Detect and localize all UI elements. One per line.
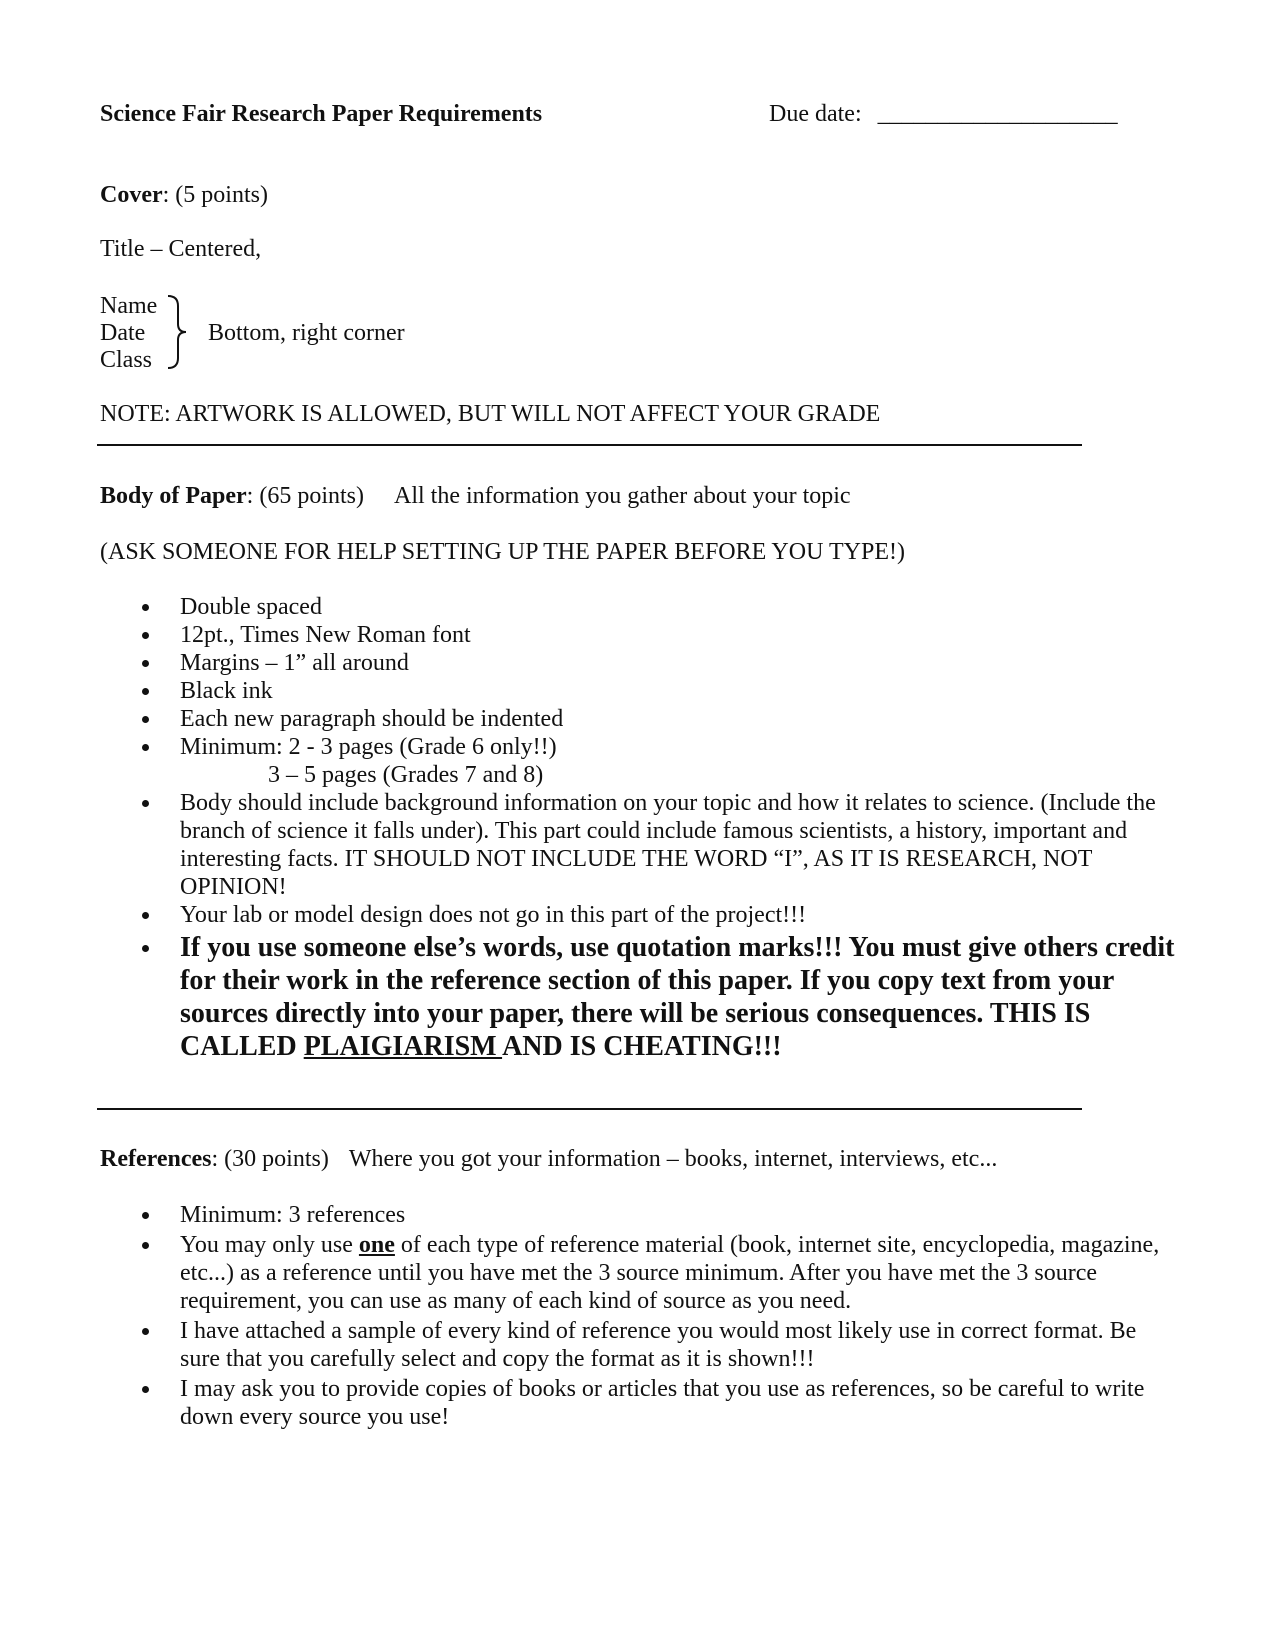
- list-item: I may ask you to provide copies of books or articles that you use as references, so be careful to write down every source you use!: [140, 1375, 1180, 1431]
- due-date: [769, 100, 1118, 128]
- bullet-icon: [142, 912, 149, 919]
- list-item: Black ink: [140, 677, 1180, 705]
- cover-name: Name: [100, 293, 158, 319]
- brace-icon: [164, 292, 194, 372]
- bullet-icon: [142, 744, 149, 751]
- bullet-icon: [142, 632, 149, 639]
- due-date-label: Due date:: [769, 101, 862, 127]
- body-heading: Body of Paper: (65 points) All the information you gather about your topic: [100, 483, 851, 509]
- bullet-icon: [142, 716, 149, 723]
- divider: [97, 444, 1082, 446]
- minimum-sub-line: 3 – 5 pages (Grades 7 and 8): [268, 762, 544, 788]
- cover-title-line: Title – Centered,: [100, 236, 262, 262]
- list-item: You may only use one of each type of reference material (book, internet site, encyclopedia, magazine, etc...) as a reference until you have met the 3 source minimum. After you have met the 3 source requirement, you can use as many of each kind of source as you need.: [140, 1231, 1180, 1315]
- list-item: I have attached a sample of every kind of reference you would most likely use in correct format. Be sure that you carefully select and copy the format as it is shown!!!: [140, 1317, 1180, 1373]
- list-item: Margins – 1” all around: [140, 649, 1180, 677]
- bullet-icon: [142, 945, 149, 952]
- bullet-icon: [142, 1328, 149, 1335]
- references-bullet-list: [140, 1201, 1180, 1431]
- cover-note: NOTE: ARTWORK IS ALLOWED, BUT WILL NOT AFFECT YOUR GRADE: [100, 401, 881, 427]
- bullet-icon: [142, 604, 149, 611]
- due-date-blank: ____________________: [877, 101, 1118, 127]
- references-desc: Where you got your information – books, internet, interviews, etc...: [348, 1146, 998, 1172]
- divider: [97, 1108, 1082, 1110]
- cover-class: Class: [100, 347, 153, 373]
- body-ask: (ASK SOMEONE FOR HELP SETTING UP THE PAPER BEFORE YOU TYPE!): [100, 539, 905, 565]
- cover-heading: Cover: (5 points): [100, 182, 268, 208]
- body-bullet-list: [140, 593, 1180, 1063]
- list-item: 12pt., Times New Roman font: [140, 621, 1180, 649]
- references-heading: References: (30 points) Where you got your information – books, internet, interviews, etc...: [100, 1146, 998, 1172]
- one-emphasis: one: [358, 1232, 395, 1258]
- cover-date: Date: [100, 320, 146, 346]
- body-desc: All the information you gather about your topic: [394, 483, 851, 509]
- bullet-icon: [142, 1242, 149, 1249]
- page-title: Science Fair Research Paper Requirements: [100, 101, 543, 127]
- bullet-icon: [142, 800, 149, 807]
- bullet-icon: [142, 688, 149, 695]
- list-item: Minimum: 2 - 3 pages (Grade 6 only!!) 3 – 5 pages (Grades 7 and 8): [140, 733, 1180, 789]
- list-item: Double spaced: [140, 593, 1180, 621]
- bullet-icon: [142, 660, 149, 667]
- list-item: Each new paragraph should be indented: [140, 705, 1180, 733]
- plagiarism-warning: If you use someone else’s words, use quotation marks!!! You must give others credit for their work in the reference section of this paper. If you copy text from your sources directly into your paper, there will be serious consequences. THIS IS CALLED PLAIGIARISM AND IS CHEATING!!!: [140, 931, 1180, 1063]
- bullet-icon: [142, 1386, 149, 1393]
- cover-position: Bottom, right corner: [208, 320, 405, 346]
- bullet-icon: [142, 1212, 149, 1219]
- list-item: Body should include background information on your topic and how it relates to science. (Include the branch of science it falls under). This part could include famous scientists, a history, important and interesting facts. IT SHOULD NOT INCLUDE THE WORD “I”, AS IT IS RESEARCH, NOT OPINION!: [140, 789, 1180, 901]
- list-item: Minimum: 3 references: [140, 1201, 1180, 1229]
- list-item: Your lab or model design does not go in this part of the project!!!: [140, 901, 1180, 929]
- plagiarism-word: PLAIGIARISM: [303, 1031, 503, 1062]
